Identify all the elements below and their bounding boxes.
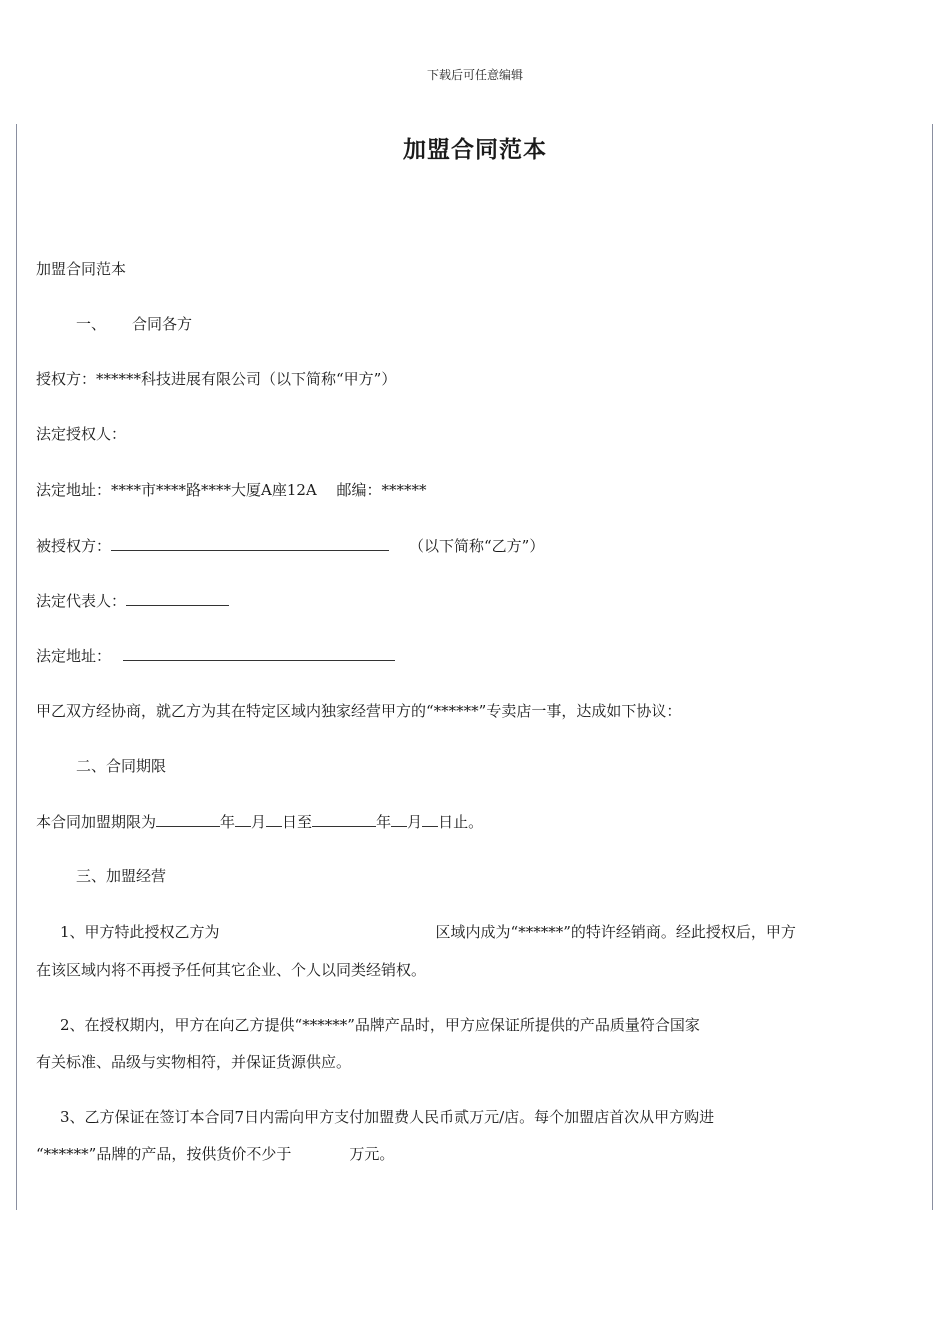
item3-line-a: 3、乙方保证在签订本合同7日内需向甲方支付加盟费人民币贰万元/店。每个加盟店首次从甲方购进 (60, 1108, 715, 1126)
day-to-label: 日至 (282, 813, 313, 831)
legal-authorizer-line: 法定授权人： (36, 425, 127, 443)
item1-part-a: 1、甲方特此授权乙方为 (60, 923, 220, 941)
term-prefix: 本合同加盟期限为 (36, 813, 157, 831)
item2-line-b: 有关标准、品级与实物相符，并保证货源供应。 (36, 1053, 352, 1071)
page-border-right (932, 124, 933, 1210)
item1-part-b: 区域内成为“******”的特许经销商。经此授权后，甲方 (435, 923, 796, 941)
term-line (36, 811, 483, 832)
subtitle: 加盟合同范本 (36, 260, 127, 278)
month2-label: 月 (407, 813, 423, 831)
licensee-line (36, 535, 544, 556)
start-year-blank[interactable] (156, 811, 220, 827)
legal-rep-blank[interactable] (126, 590, 229, 606)
section1-heading-text: 合同各方 (132, 315, 193, 333)
licensee-suffix: （以下简称“乙方”） (409, 537, 545, 555)
year1-label: 年 (220, 813, 236, 831)
item3-part-c: 万元。 (349, 1145, 395, 1163)
section1-heading-num: 一、 (76, 315, 107, 333)
section2-heading: 二、合同期限 (76, 757, 167, 775)
licensee-blank[interactable] (111, 535, 389, 551)
month1-label: 月 (251, 813, 267, 831)
legal-address-line: 法定地址：****市****路****大厦A座12A 邮编：****** (36, 481, 427, 499)
legal-address2-blank[interactable] (123, 645, 395, 661)
section1-heading (76, 314, 192, 334)
year2-label: 年 (376, 813, 392, 831)
licensee-label: 被授权方： (36, 537, 112, 555)
item1-line-c: 在该区域内将不再授予任何其它企业、个人以同类经销权。 (36, 961, 427, 979)
start-day-blank[interactable] (266, 811, 282, 827)
agreement-intro: 甲乙双方经协商，就乙方为其在特定区域内独家经营甲方的“******”专卖店一事，达成如下协议： (36, 702, 682, 720)
end-year-blank[interactable] (312, 811, 376, 827)
page-border-left (16, 124, 17, 1210)
section3-heading: 三、加盟经营 (76, 867, 167, 885)
legal-address2-label: 法定地址： (36, 647, 112, 665)
item3-line-b (36, 1144, 394, 1164)
item2-line-a: 2、在授权期内，甲方在向乙方提供“******”品牌产品时，甲方应保证所提供的产品质量符合国家 (60, 1016, 700, 1034)
document-title: 加盟合同范本 (403, 136, 547, 163)
header-note: 下载后可任意编辑 (426, 68, 523, 82)
legal-rep-line (36, 590, 229, 611)
end-month-blank[interactable] (391, 811, 407, 827)
item3-part-b: “******”品牌的产品，按供货价不少于 (36, 1145, 292, 1163)
end-day-blank[interactable] (422, 811, 438, 827)
legal-address2-line (36, 645, 395, 666)
licensor-line: 授权方：******科技进展有限公司（以下简称“甲方”） (36, 370, 397, 388)
item1-line-a (60, 922, 796, 942)
legal-rep-label: 法定代表人： (36, 592, 127, 610)
start-month-blank[interactable] (235, 811, 251, 827)
day-end-label: 日止。 (438, 813, 484, 831)
